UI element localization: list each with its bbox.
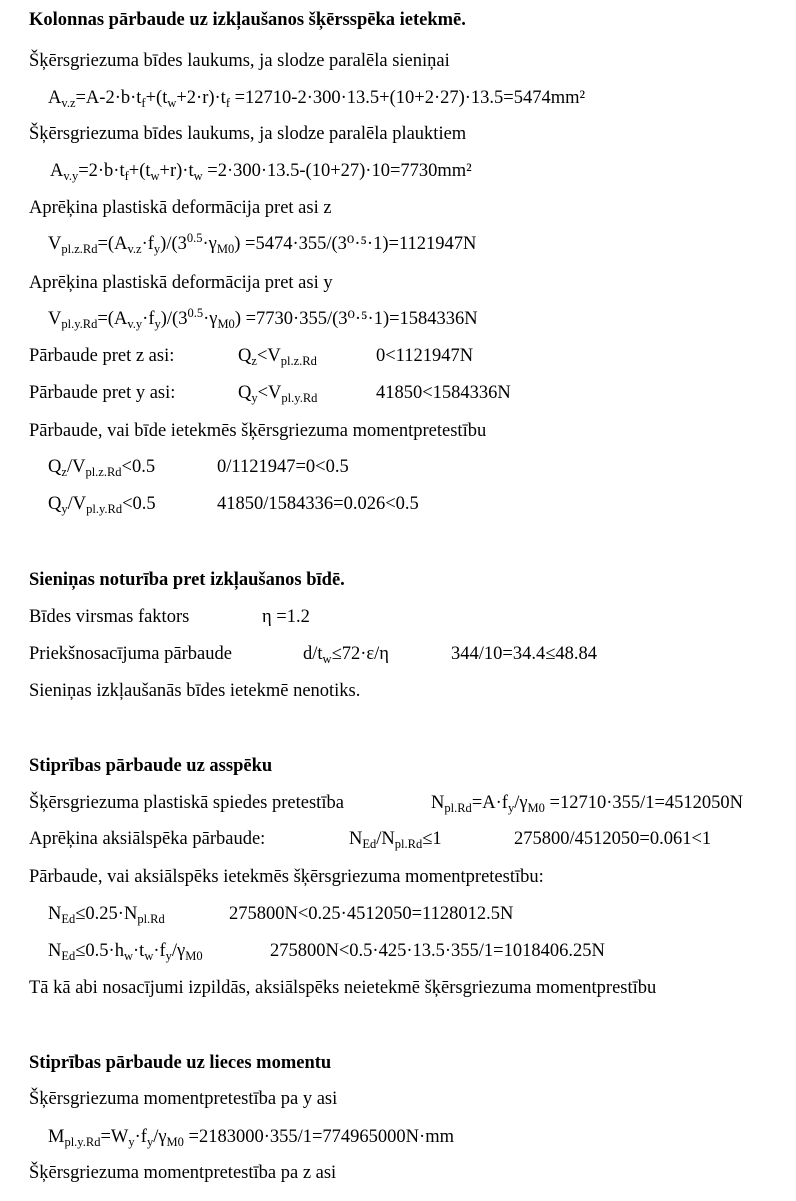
shear-surface-factor-value: η =1.2 [262, 607, 310, 627]
formula-npl-rd: $N_{pl.Rd}=A\cdot f_y/\gamma_{M0} =12710\cdot 355/1=4512050N$ [431, 793, 744, 815]
shear-surface-factor-label: Bīdes virsmas faktors [29, 607, 190, 627]
paragraph-shear-area-web: Šķērsgriezuma bīdes laukums, ja slodze paralēla sieniņai [29, 51, 450, 71]
formula-mpl-y-value: =2183000·355/1=774965000N·mm [188, 1127, 454, 1147]
formula-mpl-y: $M_{pl.y.Rd}=W_y\cdot f_y/\gamma_{M0} =2183000\cdot 355/1=774965000N\cdot mm$ [48, 1127, 454, 1149]
section-title-shear-buckling: Kolonnas pārbaude uz izkļaušanos šķērsspēka ietekmē. [29, 10, 466, 30]
axial-check-label: Aprēķina aksiālspēka pārbaude: [29, 829, 266, 849]
check-z-value: 0<1121947N [376, 346, 474, 366]
ratio-z-value: 0/1121947=0<0.5 [217, 457, 349, 477]
formula-av-y-value: =2·300·13.5-(10+27)·10=7730mm² [207, 161, 472, 181]
formula-av-y: $A_{v.y}=2\cdot b\cdot t_f+(t_w+r)\cdot t_w =2\cdot 300\cdot 13.5-(10+27)\cdot 10=7730mm^2$ [50, 161, 472, 183]
axial-cond-2-value: 275800N<0.5·425·13.5·355/1=1018406.25N [270, 941, 605, 961]
section-title-web-stability: Sieniņas noturība pret izkļaušanos bīdē. [29, 570, 345, 590]
precondition-check-value: 344/10=34.4≤48.84 [451, 644, 597, 664]
paragraph-shear-area-flange: Šķērsgriezuma bīdes laukums, ja slodze paralēla plauktiem [29, 124, 467, 144]
precondition-check-label: Priekšnosacījuma pārbaude [29, 644, 232, 664]
precondition-check-condition: $d/t_w\le 72\cdot\varepsilon/\eta$ [303, 644, 389, 666]
paragraph-web-conclusion: Sieniņas izkļaušanās bīdes ietekmē nenotiks. [29, 681, 361, 701]
formula-vpl-z: $V_{pl.z.Rd}=(A_{v.z}\cdot f_y)/(3^{0.5}\cdot\gamma_{M0}) =5474\cdot 355/(3^0\cdot^5\cdot 1)=1121947N$ [48, 231, 477, 256]
paragraph-moment-y: Šķērsgriezuma momentpretestība pa y asi [29, 1089, 338, 1109]
plastic-resistance-label: Šķērsgriezuma plastiskā spiedes pretestība [29, 793, 344, 813]
formula-vpl-z-value: =5474·355/(3⁰·⁵·1)=1121947N [245, 234, 477, 254]
formula-av-z-value: =12710-2·300·13.5+(10+2·27)·13.5=5474mm² [234, 88, 586, 108]
check-y-value: 41850<1584336N [376, 383, 511, 403]
paragraph-plastic-z: Aprēķina plastiskā deformācija pret asi z [29, 198, 332, 218]
paragraph-axial-moment-check: Pārbaude, vai aksiālspēks ietekmēs šķērsgriezuma momentpretestību: [29, 867, 544, 887]
check-y-condition: $Q_y<V_{pl.y.Rd}$ [238, 383, 318, 405]
paragraph-moment-z: Šķērsgriezuma momentpretestība pa z asi [29, 1163, 337, 1183]
formula-vpl-y: $V_{pl.y.Rd}=(A_{v.y}\cdot f_y)/(3^{0.5}\cdot\gamma_{M0}) =7730\cdot 355/(3^0\cdot^5\cdot 1)=1584336N$ [48, 306, 478, 331]
paragraph-shear-moment-check: Pārbaude, vai bīde ietekmēs šķērsgriezuma momentpretestību [29, 421, 487, 441]
check-z-label: Pārbaude pret z asi: [29, 346, 175, 366]
check-z-condition: $Q_z<V_{pl.z.Rd}$ [238, 346, 317, 368]
check-y-label: Pārbaude pret y asi: [29, 383, 176, 403]
ratio-y-value: 41850/1584336=0.026<0.5 [217, 494, 419, 514]
axial-check-value: 275800/4512050=0.061<1 [514, 829, 712, 849]
axial-cond-2: $N_{Ed}\le 0.5\cdot h_w\cdot t_w\cdot f_y/\gamma_{M0}$ [48, 941, 203, 963]
section-title-bending-strength: Stiprības pārbaude uz lieces momentu [29, 1053, 332, 1073]
axial-check-condition: $N_{Ed}/N_{pl.Rd}\le 1$ [349, 829, 442, 851]
paragraph-plastic-y: Aprēķina plastiskā deformācija pret asi y [29, 273, 333, 293]
paragraph-axial-conclusion: Tā kā abi nosacījumi izpildās, aksiālspēks neietekmē šķērsgriezuma momentprestību [29, 978, 657, 998]
section-title-axial-strength: Stiprības pārbaude uz asspēku [29, 756, 273, 776]
ratio-z-condition: $Q_z/V_{pl.z.Rd}<0.5$ [48, 457, 156, 479]
axial-cond-1: $N_{Ed}\le 0.25\cdot N_{pl.Rd}$ [48, 904, 165, 926]
formula-vpl-y-value: =7730·355/(3⁰·⁵·1)=1584336N [245, 309, 478, 329]
formula-npl-rd-value: =12710·355/1=4512050N [549, 793, 744, 813]
axial-cond-1-value: 275800N<0.25·4512050=1128012.5N [229, 904, 514, 924]
ratio-y-condition: $Q_y/V_{pl.y.Rd}<0.5$ [48, 494, 156, 516]
formula-av-z: $A_{v.z}=A-2\cdot b\cdot t_f+(t_w+2\cdot r)\cdot t_f =12710-2\cdot 300\cdot 13.5+(10+2\cdot 27)\cdot 13.5=5474mm^2$ [48, 88, 586, 110]
